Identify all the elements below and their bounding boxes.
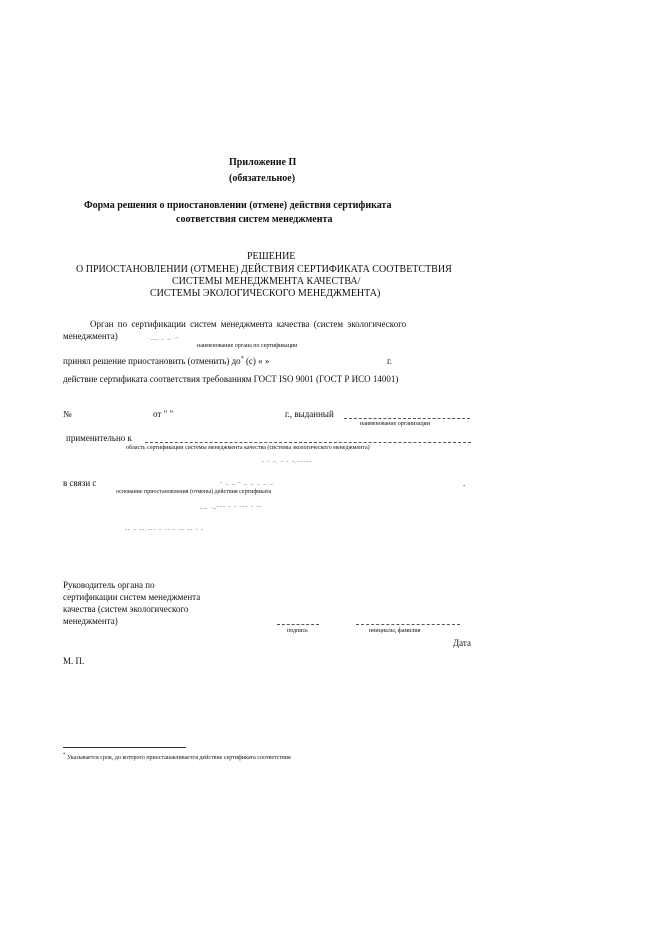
head-line1: Руководитель органа по bbox=[63, 580, 155, 590]
scan-speck: - _ _ - _ _ _ _ _ bbox=[220, 480, 274, 486]
scan-speck: - - -. - - -.----- bbox=[262, 459, 313, 465]
scan-speck: .__ _ _ .- bbox=[148, 335, 180, 341]
decision-line2: СИСТЕМЫ МЕНЕДЖМЕНТА КАЧЕСТВА/ bbox=[172, 276, 361, 287]
appendix-title: Приложение П bbox=[229, 157, 297, 168]
due-label: в связи с bbox=[63, 478, 97, 488]
scan-speck: -- - --.--- - -- - -- -- - - bbox=[125, 527, 204, 533]
organ-line1: Орган по сертификации систем менеджмента качества (систем экологического bbox=[90, 319, 407, 329]
name-field-line[interactable] bbox=[356, 624, 460, 625]
from-label: от " " bbox=[153, 409, 174, 419]
organization-field-line[interactable] bbox=[344, 418, 470, 419]
scan-speck: __ ._--- - - --- - -- bbox=[200, 504, 263, 510]
applied-label: применительно к bbox=[66, 433, 132, 443]
number-label: № bbox=[63, 409, 72, 419]
date-label: Дата bbox=[453, 638, 471, 648]
decision-line3: СИСТЕМЫ ЭКОЛОГИЧЕСКОГО МЕНЕДЖМЕНТА) bbox=[150, 288, 381, 299]
form-title-line1: Форма решения о приостановлении (отмене) действия сертификата bbox=[84, 200, 392, 211]
organization-caption: наименование организации bbox=[360, 421, 430, 427]
stamp-label: М. П. bbox=[63, 656, 85, 666]
form-title-line2: соответствия систем менеджмента bbox=[176, 214, 333, 225]
decision-word: РЕШЕНИЕ bbox=[247, 251, 296, 262]
footnote-text: Указывается срок, до которого приостанавливается действие сертификата соответствия bbox=[65, 755, 291, 761]
decision-line1: О ПРИОСТАНОВЛЕНИИ (ОТМЕНЕ) ДЕЙСТВИЯ СЕРТИФИКАТА СООТВЕТСТВИЯ bbox=[76, 264, 452, 275]
signature-caption: подпись bbox=[287, 628, 308, 634]
scope-caption: область сертификации системы менеджмента качества (системы экологического менеджмента) bbox=[126, 445, 370, 451]
organ-line2: менеджмента) bbox=[63, 331, 118, 341]
footnote-divider bbox=[63, 747, 186, 748]
decision-line-b: (с) « » bbox=[243, 356, 270, 366]
appendix-subtitle: (обязательное) bbox=[229, 173, 296, 184]
head-line2: сертификации систем менеджмента bbox=[63, 592, 201, 602]
validity-line: действие сертификата соответствия требованиям ГОСТ ISO 9001 (ГОСТ Р ИСО 14001) bbox=[63, 374, 399, 384]
organ-caption: наименование органа по сертификации bbox=[197, 343, 298, 349]
trailing-dot: . bbox=[463, 478, 466, 488]
footnote-ref: * bbox=[240, 356, 244, 362]
issued-label: г., выданный bbox=[285, 409, 334, 419]
reason-caption: основание приостановления (отмены) действия сертификата bbox=[116, 489, 272, 495]
decision-year: г. bbox=[387, 356, 392, 366]
name-caption: инициалы, фамилия bbox=[369, 628, 421, 634]
footnote-mark: * bbox=[63, 753, 66, 758]
head-line3: качества (систем экологического bbox=[63, 604, 189, 614]
footnote bbox=[63, 753, 291, 761]
decision-line bbox=[63, 356, 269, 366]
decision-line-a: принял решение приостановить (отменить) до bbox=[63, 356, 241, 366]
head-line4: менеджмента) bbox=[63, 616, 118, 626]
signature-field-line[interactable] bbox=[277, 624, 319, 625]
scope-field-line[interactable] bbox=[145, 442, 471, 443]
